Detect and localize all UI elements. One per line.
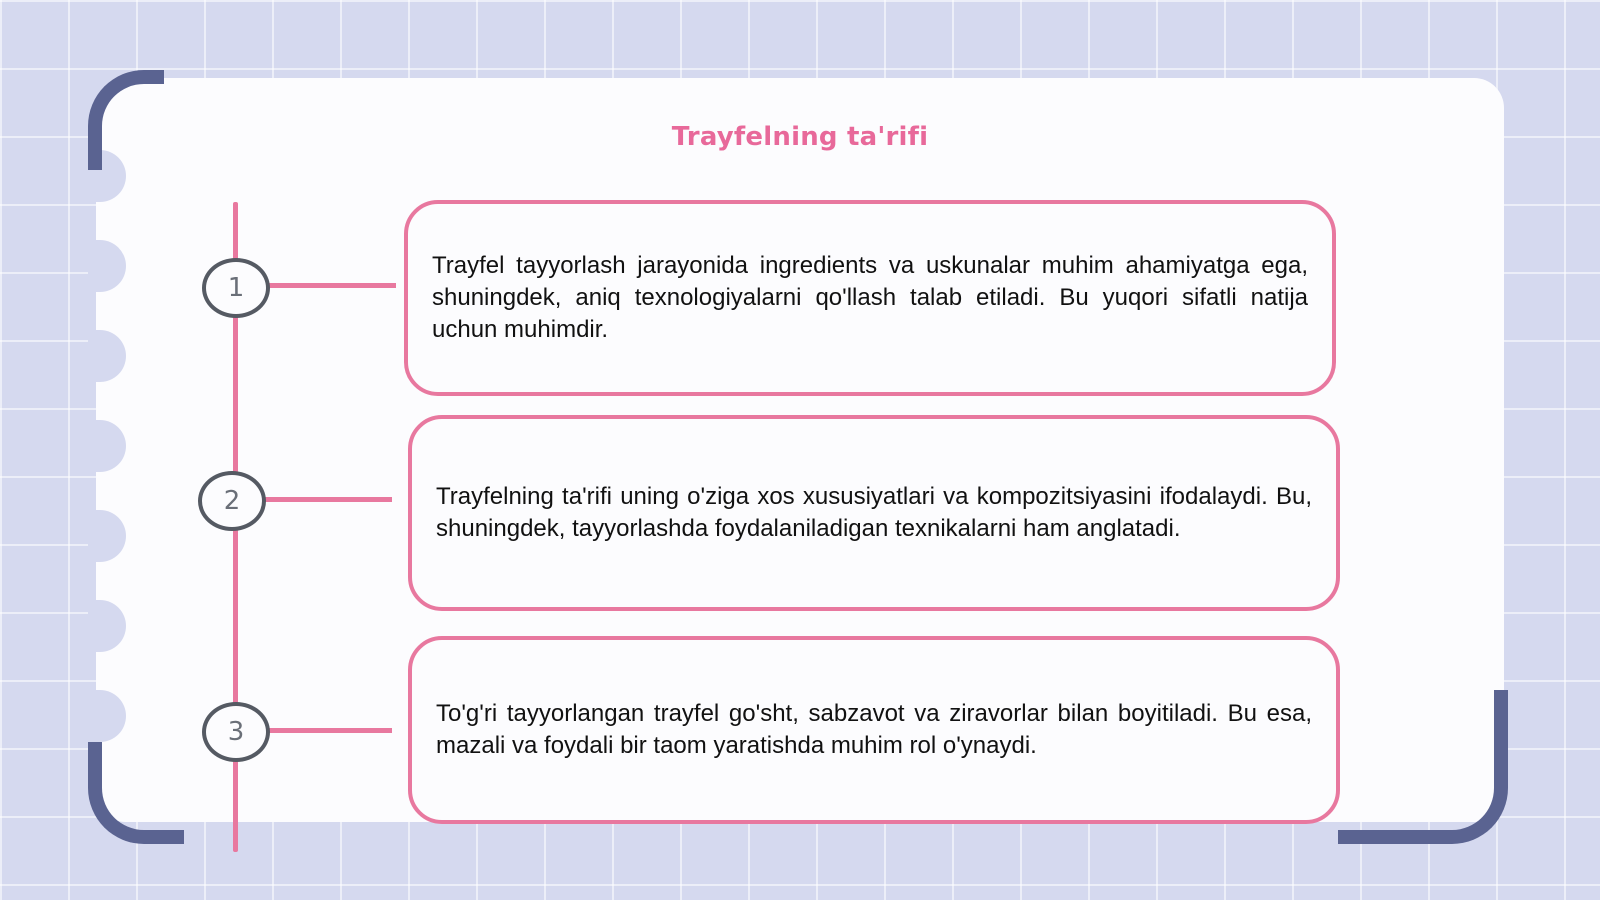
frame-corner-bottom-right	[1338, 690, 1508, 844]
step-connector	[266, 283, 396, 288]
page-title: Trayfelning ta'rifi	[671, 122, 929, 152]
frame-corner-top-left	[88, 70, 164, 170]
step-text: To'g'ri tayyorlangan trayfel go'sht, sabzavot va ziravorlar bilan boyitiladi. Bu esa, mazali va foydali bir taom yaratishda muhim rol o'ynaydi.	[436, 700, 1312, 759]
step-text: Trayfel tayyorlash jarayonida ingredients va uskunalar muhim ahamiyatga ega, shuningdek, aniq texnologiyalarni qo'llash talab etiladi. Bu yuqori sifatli natija uchun muhimdir.	[432, 252, 1308, 343]
step-number: 1	[227, 273, 245, 303]
step-card	[408, 636, 1340, 824]
step-connector	[262, 497, 392, 502]
step-text: Trayfelning ta'rifi uning o'ziga xos xususiyatlari va kompozitsiyasini ifodalaydi. Bu, shuningdek, tayyorlashda foydalaniladigan texnikalarni ham anglatadi.	[436, 483, 1312, 542]
step-number-badge	[202, 702, 270, 762]
step-number-badge	[202, 258, 270, 318]
step-connector	[266, 728, 392, 733]
step-card	[408, 415, 1340, 611]
step-number: 3	[227, 717, 245, 747]
step-number: 2	[223, 486, 241, 516]
step-number-badge	[198, 471, 266, 531]
step-card	[404, 200, 1336, 396]
frame-corner-bottom-left	[88, 742, 184, 844]
